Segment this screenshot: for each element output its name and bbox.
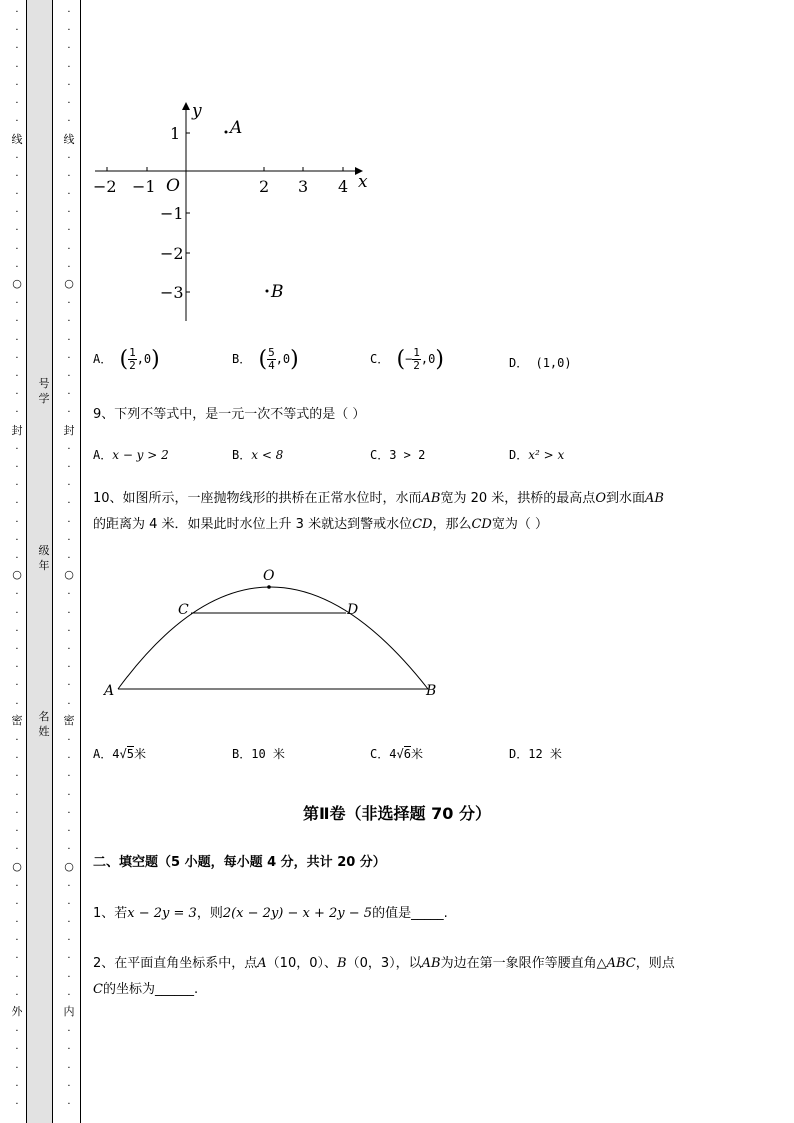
fraction: $\frac{5}{4}$ bbox=[268, 346, 275, 372]
point-a-dot bbox=[225, 131, 228, 134]
binding-dot: · bbox=[15, 1026, 19, 1038]
binding-dot: · bbox=[67, 316, 71, 328]
binding-dot: · bbox=[67, 1080, 71, 1092]
origin-label: O bbox=[166, 176, 180, 196]
binding-dot: · bbox=[15, 880, 19, 892]
q9-option-d[interactable]: D．x² > x bbox=[509, 448, 565, 462]
binding-dot: · bbox=[67, 61, 71, 73]
point-a-label: A bbox=[104, 683, 115, 699]
binding-dot: · bbox=[15, 589, 19, 601]
binding-dot: · bbox=[15, 298, 19, 310]
binding-dot: · bbox=[67, 443, 71, 455]
binding-dot: · bbox=[15, 753, 19, 765]
binding-dot: · bbox=[15, 407, 19, 419]
binding-dot: · bbox=[15, 352, 19, 364]
binding-dot: · bbox=[67, 7, 71, 18]
x-tick-label: −1 bbox=[132, 177, 156, 196]
binding-dot: · bbox=[67, 389, 71, 401]
binding-dot: · bbox=[67, 189, 71, 200]
binding-margin bbox=[0, 0, 90, 1123]
q10-option-b[interactable]: B．10 米 bbox=[232, 747, 285, 761]
binding-dot: · bbox=[15, 443, 19, 455]
inner-char-secret: 密 bbox=[63, 714, 75, 727]
binding-dot: · bbox=[67, 826, 71, 837]
x-tick-label: −2 bbox=[93, 177, 117, 196]
binding-dot: · bbox=[67, 807, 71, 819]
binding-dot: · bbox=[67, 589, 71, 601]
binding-dot: · bbox=[15, 152, 19, 164]
inner-char-circle: ○ bbox=[64, 860, 74, 873]
student-id-field-label: 号学 bbox=[38, 377, 50, 405]
binding-dot: · bbox=[15, 316, 19, 328]
binding-dot: · bbox=[15, 207, 19, 219]
q10-bridge-figure bbox=[95, 562, 445, 707]
binding-dot: · bbox=[15, 61, 19, 73]
vertex-dot bbox=[267, 585, 271, 589]
binding-dot: · bbox=[15, 480, 19, 492]
q10-option-d[interactable]: D．12 米 bbox=[509, 747, 562, 761]
binding-right-rule bbox=[80, 0, 81, 1123]
y-tick-label: −2 bbox=[160, 244, 184, 263]
q9-option-a[interactable]: A．x − y > 2 bbox=[93, 448, 169, 462]
binding-dot: · bbox=[15, 43, 19, 55]
binding-dot: · bbox=[67, 25, 71, 37]
point-a-label: A bbox=[230, 118, 243, 138]
q8-coordinate-figure bbox=[90, 95, 390, 330]
binding-dot: · bbox=[67, 480, 71, 492]
binding-dot: · bbox=[67, 753, 71, 765]
binding-dot: · bbox=[67, 98, 71, 109]
part2-title: 第Ⅱ卷（非选择题 70 分） bbox=[303, 804, 491, 823]
q9-option-b[interactable]: B．x < 8 bbox=[232, 448, 284, 462]
fill-q1: 1、若x − 2y = 3，则2(x − 2y) − x + 2y − 5的值是_____. bbox=[93, 906, 448, 921]
binding-dot: · bbox=[67, 625, 71, 637]
binding-dot: · bbox=[15, 462, 19, 473]
outer-char-secret: 密 bbox=[11, 714, 23, 727]
binding-dot: · bbox=[15, 516, 19, 528]
inner-char-line: 线 bbox=[63, 133, 75, 146]
q9-option-c[interactable]: C．3 > 2 bbox=[370, 448, 426, 462]
binding-dot: · bbox=[67, 771, 71, 783]
binding-dot: · bbox=[15, 771, 19, 783]
binding-dot: · bbox=[15, 989, 19, 1001]
q10-option-c[interactable]: C．4√6米 bbox=[370, 747, 423, 761]
binding-dot: · bbox=[15, 662, 19, 674]
outer-char-outside: 外 bbox=[11, 1005, 23, 1018]
parabola-arch bbox=[118, 587, 428, 689]
binding-dot: · bbox=[67, 152, 71, 164]
binding-dot: · bbox=[67, 935, 71, 947]
fill-in-section-heading: 二、填空题（5 小题，每小题 4 分，共计 20 分） bbox=[93, 855, 386, 870]
binding-dot: · bbox=[67, 298, 71, 310]
binding-dot: · bbox=[67, 844, 71, 856]
name-field-label: 名姓 bbox=[38, 710, 50, 738]
binding-dot: · bbox=[67, 498, 71, 510]
binding-dot: · bbox=[67, 789, 71, 801]
fraction: $\frac{1}{2}$ bbox=[413, 346, 420, 372]
vertex-label: O bbox=[263, 568, 275, 584]
fill-q2-line2: C的坐标为______. bbox=[93, 982, 199, 997]
binding-dot: · bbox=[15, 389, 19, 401]
binding-dot: · bbox=[67, 207, 71, 219]
binding-dot: · bbox=[67, 1026, 71, 1038]
binding-dot: · bbox=[15, 826, 19, 837]
x-tick-label: 3 bbox=[298, 177, 309, 196]
fraction: $\frac{1}{2}$ bbox=[129, 346, 136, 372]
binding-dot: · bbox=[67, 352, 71, 364]
binding-dot: · bbox=[15, 371, 19, 382]
binding-dot: · bbox=[15, 844, 19, 856]
binding-dot: · bbox=[15, 98, 19, 109]
x-tick-label: 2 bbox=[259, 177, 270, 196]
q8-option-b[interactable]: B． ( $\frac{5}{4}$ ,0) bbox=[232, 346, 299, 372]
inner-char-seal: 封 bbox=[63, 424, 75, 437]
binding-dot: · bbox=[67, 917, 71, 928]
binding-dot: · bbox=[67, 1062, 71, 1074]
binding-dot: · bbox=[67, 553, 71, 564]
binding-dot: · bbox=[15, 25, 19, 37]
q9-stem: 9、下列不等式中，是一元一次不等式的是（ ） bbox=[93, 407, 366, 422]
x-tick-label: 4 bbox=[338, 177, 349, 196]
binding-dot: · bbox=[15, 553, 19, 564]
binding-dot: · bbox=[15, 7, 19, 18]
inner-char-inside: 内 bbox=[63, 1005, 75, 1018]
binding-dot: · bbox=[67, 662, 71, 674]
binding-dot: · bbox=[15, 607, 19, 619]
binding-dot: · bbox=[15, 644, 19, 655]
q10-stem-line1: 10、如图所示，一座抛物线形的拱桥在正常水位时，水而AB宽为 20 米，拱桥的最高点O到水面AB bbox=[93, 491, 664, 506]
binding-dot: · bbox=[15, 935, 19, 947]
binding-dot: · bbox=[67, 79, 71, 91]
binding-dot: · bbox=[15, 1080, 19, 1092]
q10-stem-line2: 的距离为 4 米．如果此时水位上升 3 米就达到警戒水位CD，那么CD宽为（ ） bbox=[93, 517, 548, 532]
y-tick-label: −3 bbox=[160, 283, 184, 302]
binding-dot: · bbox=[67, 462, 71, 473]
binding-dot: · bbox=[15, 79, 19, 91]
binding-dot: · bbox=[15, 189, 19, 200]
binding-dot: · bbox=[67, 116, 71, 128]
binding-dot: · bbox=[67, 43, 71, 55]
point-d-label: D bbox=[347, 602, 359, 618]
binding-dot: · bbox=[15, 625, 19, 637]
binding-dot: · bbox=[15, 261, 19, 273]
q8-option-c[interactable]: C． (− $\frac{1}{2}$ ,0) bbox=[370, 346, 444, 372]
outer-char-line: 线 bbox=[11, 133, 23, 146]
binding-dot: · bbox=[67, 989, 71, 1001]
binding-dot: · bbox=[67, 971, 71, 983]
binding-dot: · bbox=[15, 680, 19, 692]
binding-dot: · bbox=[15, 1062, 19, 1074]
q8-option-a[interactable]: A． ( $\frac{1}{2}$ ,0) bbox=[93, 346, 160, 372]
class-field-label: 级年 bbox=[38, 544, 50, 572]
fill-q2-line1: 2、在平面直角坐标系中，点A（10，0）、B（0，3），以AB为边在第一象限作等腰直角△ABC，则点 bbox=[93, 956, 675, 971]
binding-dot: · bbox=[15, 116, 19, 128]
binding-dot: · bbox=[67, 898, 71, 910]
binding-dot: · bbox=[67, 261, 71, 273]
binding-dot: · bbox=[67, 880, 71, 892]
binding-dot: · bbox=[67, 371, 71, 382]
x-axis-label: x bbox=[358, 172, 368, 192]
binding-dot: · bbox=[67, 1044, 71, 1056]
point-b-label: B bbox=[426, 683, 437, 699]
binding-dot: · bbox=[67, 225, 71, 237]
binding-dot: · bbox=[15, 698, 19, 710]
q8-option-d[interactable]: D． (1,0) bbox=[509, 356, 572, 370]
binding-dot: · bbox=[67, 534, 71, 546]
binding-dot: · bbox=[15, 1099, 19, 1110]
inner-char-circle: ○ bbox=[64, 277, 74, 290]
binding-dot: · bbox=[67, 607, 71, 619]
binding-dot: · bbox=[67, 953, 71, 965]
binding-dot: · bbox=[67, 334, 71, 346]
binding-dot: · bbox=[15, 1044, 19, 1056]
binding-dot: · bbox=[15, 807, 19, 819]
binding-dot: · bbox=[67, 1099, 71, 1110]
point-c-label: C bbox=[178, 602, 189, 618]
point-b-label: B bbox=[271, 282, 284, 302]
binding-dot: · bbox=[67, 407, 71, 419]
outer-char-circle: ○ bbox=[12, 568, 22, 581]
binding-dot: · bbox=[15, 170, 19, 182]
binding-dot: · bbox=[67, 516, 71, 528]
binding-dot: · bbox=[15, 898, 19, 910]
binding-dot: · bbox=[67, 644, 71, 655]
binding-dot: · bbox=[67, 170, 71, 182]
binding-dot: · bbox=[15, 243, 19, 255]
outer-char-circle: ○ bbox=[12, 277, 22, 290]
binding-dot: · bbox=[15, 789, 19, 801]
binding-dot: · bbox=[67, 243, 71, 255]
binding-dot: · bbox=[15, 498, 19, 510]
outer-char-circle: ○ bbox=[12, 860, 22, 873]
inner-char-circle: ○ bbox=[64, 568, 74, 581]
binding-dot: · bbox=[15, 917, 19, 928]
binding-dot: · bbox=[15, 534, 19, 546]
binding-dot: · bbox=[67, 680, 71, 692]
y-axis-label: y bbox=[192, 101, 202, 121]
y-tick-label: −1 bbox=[160, 204, 184, 223]
y-tick-label: 1 bbox=[170, 124, 181, 143]
binding-dot: · bbox=[15, 971, 19, 983]
point-b-dot bbox=[266, 290, 269, 293]
binding-dot: · bbox=[67, 698, 71, 710]
outer-char-seal: 封 bbox=[11, 424, 23, 437]
binding-dot: · bbox=[15, 334, 19, 346]
binding-dot: · bbox=[15, 735, 19, 746]
binding-dot: · bbox=[15, 225, 19, 237]
q10-option-a[interactable]: A．4√5米 bbox=[93, 747, 146, 761]
binding-dot: · bbox=[67, 735, 71, 746]
binding-dot: · bbox=[15, 953, 19, 965]
